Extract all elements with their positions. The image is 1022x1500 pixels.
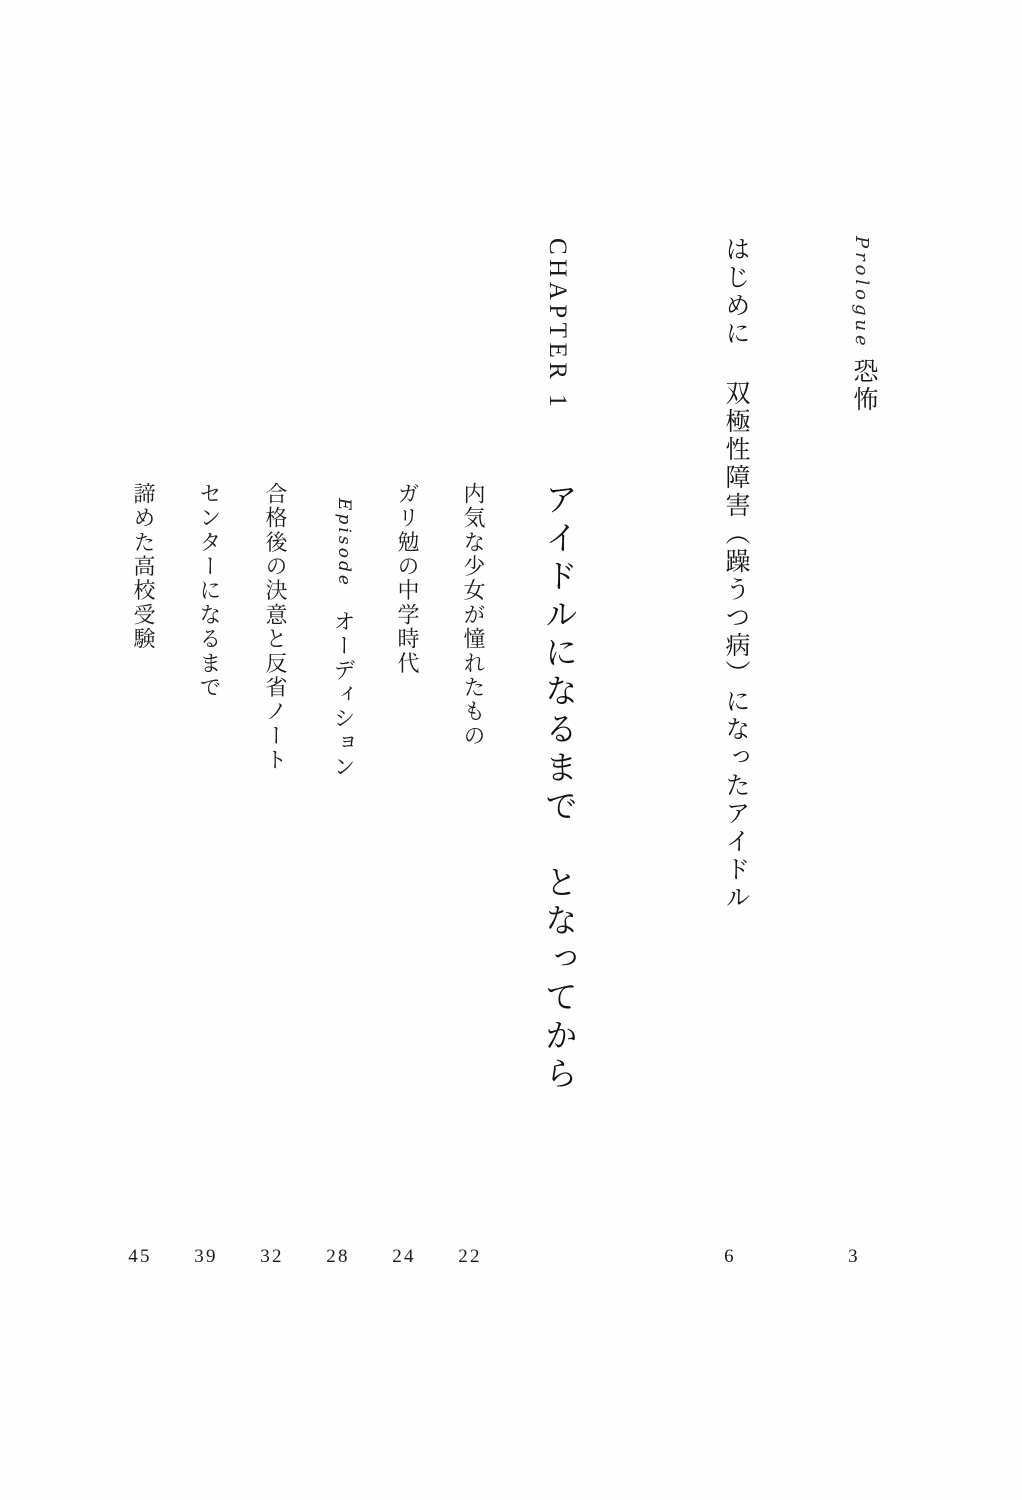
chapter-item-1-title: 内気な少女が憧れたもの [461,482,486,749]
chapter-item-3-title: オーディション [331,610,356,780]
chapter-title: アイドルになるまで となってから [540,482,576,1095]
chapter-item-2-page-number: 24 [392,1246,416,1267]
chapter-item-1-page-number: 22 [458,1246,482,1267]
chapter-item-2-title: ガリ勉の中学時代 [395,482,420,676]
prologue-script-label: Prologue [851,236,872,350]
chapter-item-3-episode-label: Episode [334,498,354,589]
chapter-kicker: CHAPTER 1 [544,238,571,412]
prologue-page-number: 3 [848,1246,860,1267]
chapter-item-3-page-number: 28 [326,1246,350,1267]
chapter-item-5-page-number: 39 [194,1246,218,1267]
chapter-item-6-title: 諦めた高校受験 [131,482,156,652]
hajimeni-page-number: 6 [724,1246,736,1267]
hajimeni-title: はじめに [722,236,749,348]
chapter-item-4-title: 合格後の決意と反省ノート [263,482,288,773]
hajimeni-subtitle: 双極性障害（躁うつ病）になったアイドル [722,380,749,912]
chapter-item-6-page-number: 45 [128,1246,152,1267]
chapter-item-5-title: センターになるまで [197,482,222,700]
prologue-title: 恐怖 [850,358,877,414]
chapter-item-4-page-number: 32 [260,1246,284,1267]
